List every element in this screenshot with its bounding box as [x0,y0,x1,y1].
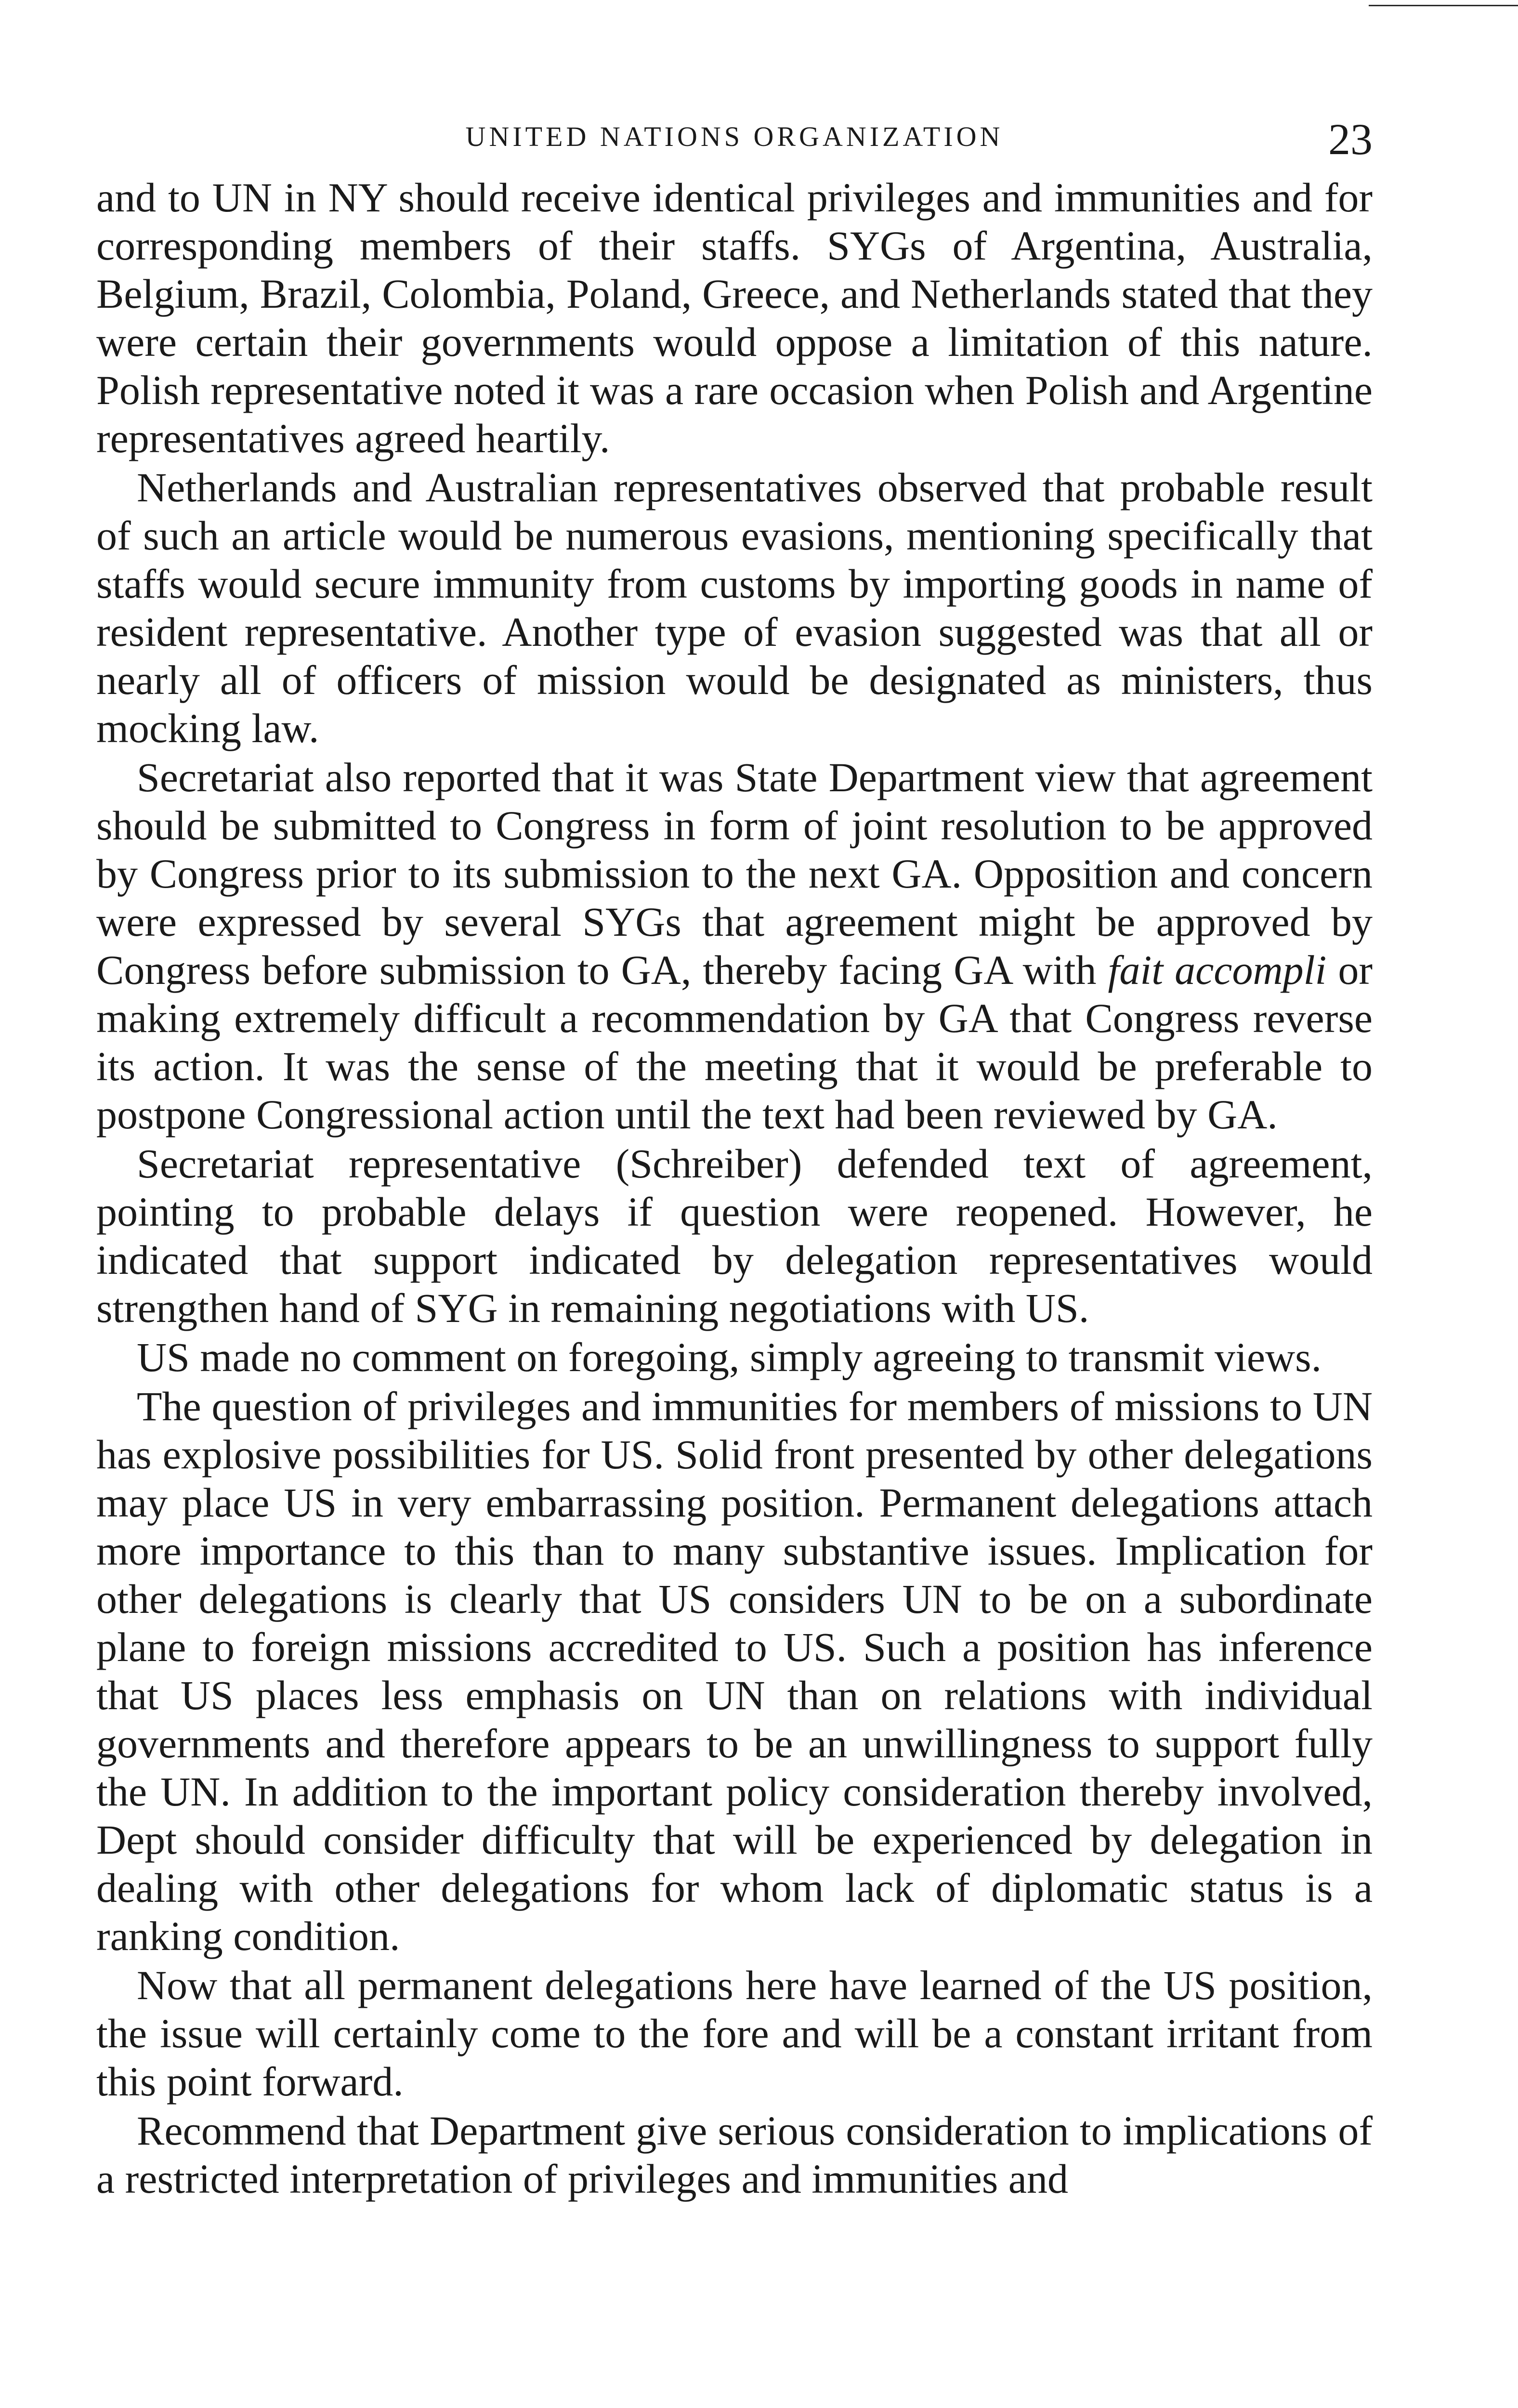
paragraph-5: US made no comment on foregoing, simply agreeing to transmit views. [137,1334,1322,1380]
page-content [96,106,1373,2379]
paragraph-2: Netherlands and Australian representatives observed that probable result of such an article would be numerous evasions, mentioning specifically that staffs would secure immunity from customs by importing goods in name of resident representative. Another type of evasion suggested was that all or nearly all of officers of mission would be designated as ministers, thus mocking law. [96,464,1373,751]
paragraph-3-part-2: or making extremely difficult a recommendation by GA that Congress reverse its action. It was the sense of the meeting that it would be preferable to postpone Congressional action until the text had been reviewed by GA. [96,947,1373,1138]
body-text [96,173,1373,2203]
running-title: UNITED NATIONS ORGANIZATION [465,121,1004,152]
paragraph-7: Now that all permanent delegations here have learned of the US position, the issue will certainly come to the fore and will be a constant irritant from this point forward. [96,1962,1373,2105]
paragraph-3 [96,753,1373,1139]
top-right-rule [1369,5,1518,6]
paragraph-6: The question of privileges and immunities for members of missions to UN has explosive possibilities for US. Solid front presented by other delegations may place US in very embarrassing position. Permanent delegations attach more importance to this than to many substantive issues. Implication for other delegations is clearly that US considers UN to be on a subordinate plane to foreign missions accredited to US. Such a position has inference that US places less emphasis on UN than on relations with individual governments and therefore appears to be an unwillingness to support fully the UN. In addition to the important policy consideration thereby involved, Dept should consider difficulty that will be experienced by delegation in dealing with other delegations for whom lack of diplomatic status is a ranking condition. [96,1383,1373,1959]
running-header [96,106,1373,173]
page-number: 23 [1328,115,1373,164]
paragraph-1: and to UN in NY should receive identical privileges and immunities and for corresponding members of their staffs. SYGs of Argentina, Australia, Belgium, Brazil, Colombia, Poland, Greece, and Netherlands stated that they were certain their governments would oppose a limitation of this nature. Polish representative noted it was a rare occasion when Polish and Argentine representatives agreed heartily. [96,174,1373,461]
paragraph-8: Recommend that Department give serious consideration to implications of a restricted interpretation of privileges and immunities and [96,2107,1373,2202]
paragraph-3-part-1: Secretariat also reported that it was State Department view that agreement should be submitted to Congress in form of joint resolution to be approved by Congress prior to its submission to the next GA. Opposition and concern were expressed by several SYGs that agreement might be approved by Congress before submission to GA, thereby facing GA with [96,754,1373,993]
paragraph-4: Secretariat representative (Schreiber) defended text of agreement, pointing to probable delays if question were reopened. However, he indicated that support indicated by delegation representatives would strengthen hand of SYG in remaining negotiations with US. [96,1140,1373,1331]
italic-phrase: fait accompli [1108,947,1327,993]
